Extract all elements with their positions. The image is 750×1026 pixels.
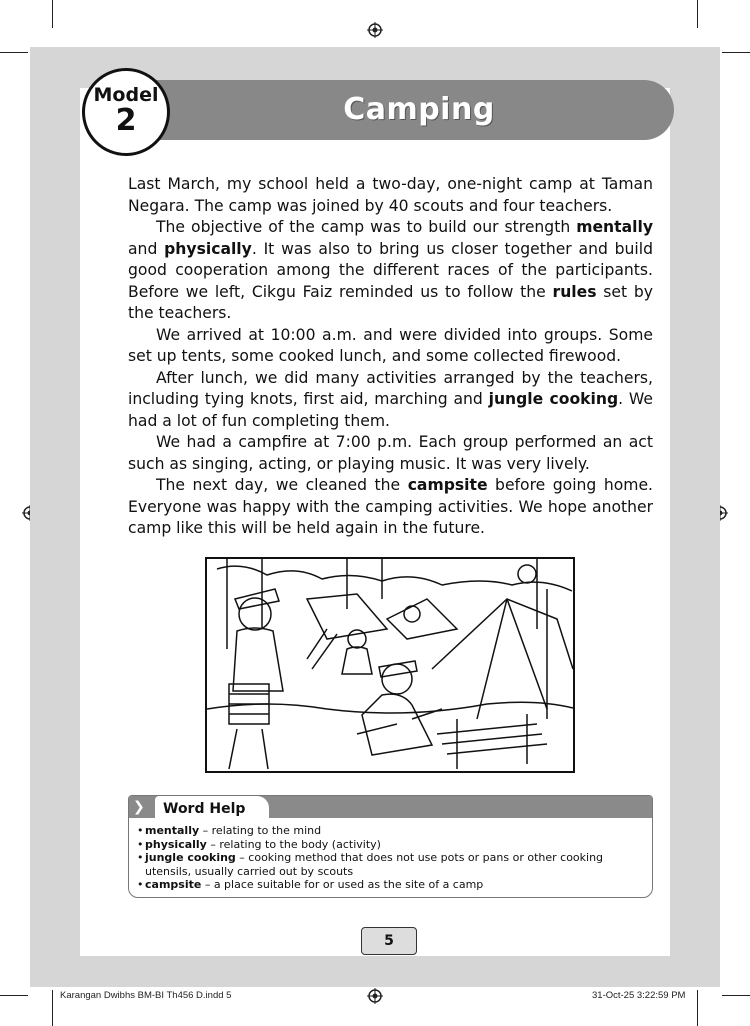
keyword: mentally: [576, 218, 653, 236]
word-help-item: • campsite – a place suitable for or used as the site of a camp: [137, 878, 647, 892]
word-help-heading: Word Help: [155, 796, 269, 819]
registration-mark-icon: [367, 988, 383, 1004]
camping-scene-drawing: [207, 559, 573, 771]
crop-mark: [52, 0, 53, 28]
crop-mark: [722, 995, 750, 996]
crop-mark: [722, 52, 750, 53]
story-paragraph: We had a campfire at 7:00 p.m. Each group performed an act such as singing, acting, or playing music. It was very lively.: [128, 433, 653, 473]
page-number: 5: [361, 927, 417, 955]
story-paragraph: We arrived at 10:00 a.m. and were divided into groups. Some set up tents, some cooked lunch, and some collected firewood.: [128, 325, 653, 365]
story-paragraph: The next day, we cleaned the campsite before going home. Everyone was happy with the camping activities. We hope another camp like this will be held again in the future.: [128, 476, 653, 537]
story-paragraph: After lunch, we did many activities arranged by the teachers, including tying knots, first aid, marching and jungle cooking. We had a lot of fun completing them.: [128, 368, 653, 430]
crop-mark: [0, 995, 28, 996]
keyword: rules: [552, 282, 597, 301]
word-help-item: • jungle cooking – cooking method that does not use pots or pans or other cooking utensils, usually carried out by scouts: [137, 851, 647, 878]
crop-mark: [0, 52, 28, 53]
story-paragraph: The objective of the camp was to build our strength mentally and physically. It was also to bring us closer together and build good cooperation among the different races of the participants. Before we left, Cikgu Faiz reminded us to follow the rules set by the teachers.: [128, 218, 653, 322]
keyword: campsite: [407, 476, 488, 494]
model-number: 2: [115, 103, 137, 138]
crop-mark: [697, 0, 698, 28]
model-label: Model: [93, 84, 159, 106]
page-title: Camping: [343, 92, 495, 127]
chevron-right-icon: ❯: [133, 799, 145, 815]
story-paragraph: Last March, my school held a two-day, one-night camp at Taman Negara. The camp was joined by 40 scouts and four teachers.: [128, 175, 653, 215]
crop-mark: [52, 990, 53, 1026]
word-help-item: • physically – relating to the body (activity): [137, 838, 647, 852]
word-help-box: [128, 795, 653, 898]
keyword: jungle cooking: [488, 390, 619, 408]
camping-illustration: [205, 557, 575, 773]
word-help-item: • mentally – relating to the mind: [137, 824, 647, 838]
keyword: physically: [164, 239, 252, 258]
footer-timestamp: 31-Oct-25 3:22:59 PM: [592, 990, 686, 1001]
story-text: [128, 174, 653, 540]
model-badge: [82, 68, 170, 156]
footer-file-name: Karangan Dwibhs BM-BI Th456 D.indd 5: [60, 990, 232, 1001]
word-help-list: [137, 824, 647, 892]
registration-mark-icon: [367, 22, 383, 38]
crop-mark: [697, 990, 698, 1026]
